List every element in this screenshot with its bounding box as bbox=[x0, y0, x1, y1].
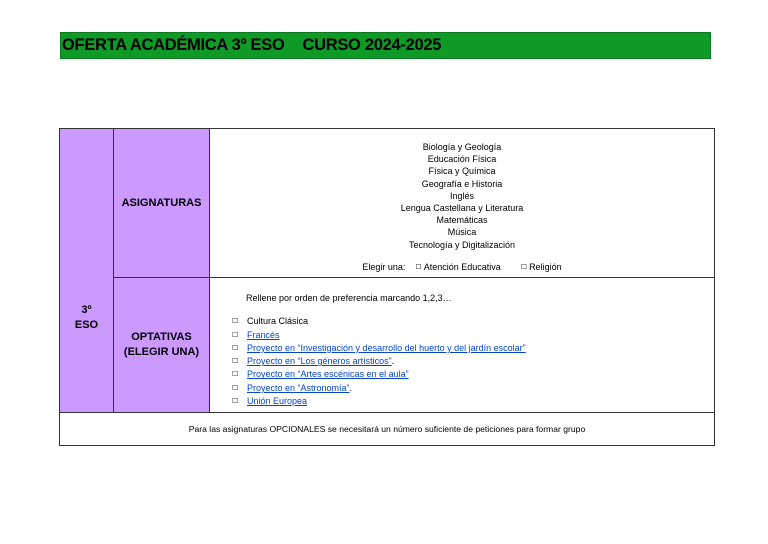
course-line-2: ESO bbox=[74, 319, 99, 331]
optativa-link[interactable]: Proyecto en “Los géneros artísticos” bbox=[247, 356, 392, 367]
optativas-cell bbox=[210, 278, 715, 413]
checkbox-icon[interactable]: ☐ bbox=[415, 263, 422, 271]
optativa-link[interactable]: Proyecto en “Artes escénicas en el aula” bbox=[247, 369, 409, 380]
elect-line bbox=[210, 261, 714, 274]
optativa-suffix: . bbox=[349, 382, 353, 393]
optativas-label-cell bbox=[114, 278, 210, 413]
checkbox-icon[interactable]: ☐ bbox=[232, 331, 239, 339]
optativa-item[interactable] bbox=[232, 355, 714, 368]
optativa-label: Cultura Clásica bbox=[247, 316, 309, 327]
asignaturas-label-cell bbox=[114, 129, 210, 278]
optativa-link[interactable]: Francés bbox=[247, 329, 280, 340]
optativa-item[interactable] bbox=[232, 315, 714, 328]
optativas-list bbox=[232, 315, 714, 408]
course-line-1: 3º bbox=[81, 304, 92, 316]
footer-note: Para las asignaturas OPCIONALES se necesitará un número suficiente de peticiones para formar grupo bbox=[188, 424, 586, 434]
subject-item: Lengua Castellana y Literatura bbox=[400, 203, 524, 214]
optativas-label: OPTATIVAS bbox=[131, 331, 192, 343]
subject-item: Tecnología y Digitalización bbox=[408, 239, 516, 250]
optativa-item[interactable] bbox=[232, 342, 714, 355]
checkbox-icon[interactable]: ☐ bbox=[232, 344, 239, 352]
optativa-link[interactable]: Proyecto en “Astronomía” bbox=[247, 382, 350, 393]
course-offer-table bbox=[59, 128, 715, 446]
optativa-link[interactable]: Proyecto en “Investigación y desarrollo del huerto y del jardín escolar” bbox=[247, 342, 526, 353]
subject-item: Música bbox=[447, 227, 477, 238]
subjects-cell bbox=[210, 129, 715, 278]
optativas-instruction: Rellene por orden de preferencia marcando 1,2,3… bbox=[246, 293, 452, 303]
page-title bbox=[61, 36, 441, 55]
title-year: CURSO 2024-2025 bbox=[302, 36, 442, 54]
subject-item: Geografía e Historia bbox=[421, 178, 503, 189]
optativa-item[interactable] bbox=[232, 382, 714, 395]
subject-item: Física y Química bbox=[428, 166, 496, 177]
asignaturas-label: ASIGNATURAS bbox=[121, 196, 202, 209]
subject-list bbox=[210, 141, 714, 251]
optativa-item[interactable] bbox=[232, 395, 714, 408]
optativa-link[interactable]: Unión Europea bbox=[247, 396, 308, 407]
checkbox-icon[interactable]: ☐ bbox=[232, 318, 239, 326]
title-bar bbox=[60, 32, 711, 59]
title-course: OFERTA ACADÉMICA 3º ESO bbox=[62, 36, 285, 54]
elect-label: Elegir una: bbox=[362, 261, 406, 272]
elect-option-religion[interactable]: Religión bbox=[529, 261, 562, 272]
checkbox-icon[interactable]: ☐ bbox=[232, 384, 239, 392]
optativa-item[interactable] bbox=[232, 329, 714, 342]
subject-item: Biología y Geología bbox=[422, 142, 502, 152]
footer-note-cell bbox=[60, 413, 715, 446]
optativas-sublabel: (ELEGIR UNA) bbox=[123, 346, 200, 358]
course-cell bbox=[60, 129, 114, 413]
checkbox-icon[interactable]: ☐ bbox=[520, 263, 528, 271]
checkbox-icon[interactable]: ☐ bbox=[232, 371, 239, 379]
subject-item: Educación Física bbox=[427, 154, 497, 165]
subject-item: Matemáticas bbox=[436, 215, 488, 226]
checkbox-icon[interactable]: ☐ bbox=[232, 398, 239, 406]
optativa-suffix: . bbox=[391, 356, 395, 367]
checkbox-icon[interactable]: ☐ bbox=[232, 358, 239, 366]
optativa-item[interactable] bbox=[232, 368, 714, 381]
subject-item: Inglés bbox=[449, 190, 475, 201]
elect-option-atencion[interactable]: Atención Educativa bbox=[423, 261, 501, 272]
